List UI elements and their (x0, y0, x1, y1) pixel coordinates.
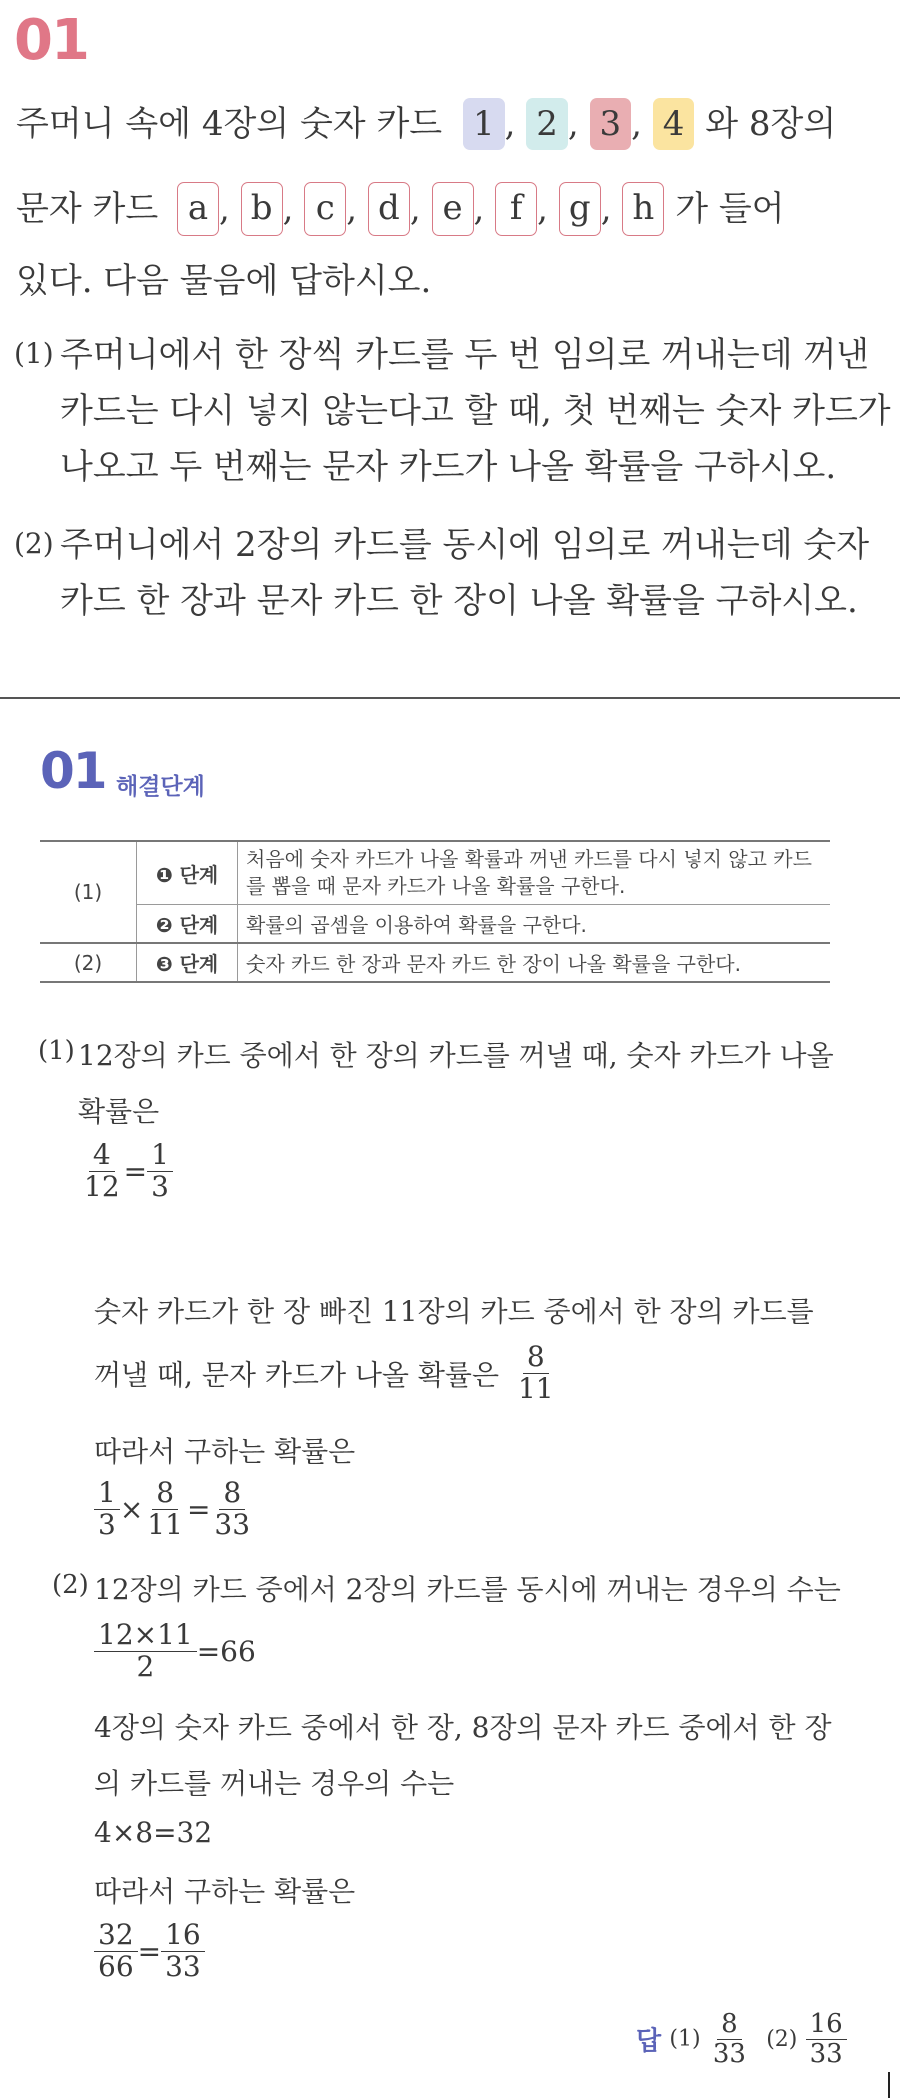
equals-sign: = (186, 1492, 211, 1526)
denominator: 3 (151, 1169, 169, 1203)
fraction-expr-4 (94, 1920, 205, 1983)
solution-2-line-1: 12장의 카드 중에서 2장의 카드를 동시에 꺼내는 경우의 수는 (94, 1573, 841, 1606)
fraction-expr-3 (94, 1620, 256, 1683)
letter-card-e: e (432, 182, 474, 236)
step-1-label: ❶ 단계 (137, 841, 238, 905)
denominator: 11 (517, 1371, 554, 1405)
numerator: 8 (523, 1342, 549, 1374)
denominator: 33 (214, 1507, 251, 1541)
page-edge-mark (888, 2072, 890, 2098)
steps-part-1: (1) (40, 841, 137, 943)
letter-card-f: f (495, 182, 537, 236)
solution-2-line-3: 의 카드를 꺼내는 경우의 수는 (94, 1767, 455, 1800)
equals-sign: = (123, 1154, 148, 1188)
denominator: 66 (98, 1949, 134, 1983)
step-3-text: 숫자 카드 한 장과 문자 카드 한 장이 나올 확률을 구한다. (238, 943, 831, 982)
question-2-label: (2) (14, 527, 54, 560)
problem-text: 와 8장의 (705, 104, 837, 144)
fraction-expr-1 (80, 1140, 173, 1203)
question-1-line-2: 카드는 다시 넣지 않는다고 할 때, 첫 번째는 숫자 카드가 (60, 391, 891, 431)
question-2-line-1: 주머니에서 2장의 카드를 동시에 임의로 꺼내는데 숫자 (60, 525, 870, 565)
numerator: 4 (89, 1140, 115, 1172)
numerator: 8 (219, 1478, 245, 1510)
problem-text: 가 들어 (675, 189, 785, 229)
solution-1-line-4 (94, 1342, 558, 1405)
solution-2-line-4: 4×8=32 (94, 1816, 213, 1849)
letter-card-b: b (241, 182, 283, 236)
answer-label: 답 (636, 2026, 662, 2057)
question-2-line-2: 카드 한 장과 문자 카드 한 장이 나올 확률을 구하시오. (60, 581, 858, 621)
numerator: 16 (161, 1920, 205, 1952)
denominator: 33 (809, 2038, 843, 2069)
step-2-label: ❷ 단계 (137, 905, 238, 944)
problem-line-1: 주머니 속에 4장의 숫자 카드 1 , 2 , 3 , 4 와 8장의 (16, 98, 836, 150)
solution-2-label: (2) (52, 1570, 89, 1600)
number-card-2: 2 (526, 98, 568, 150)
letter-card-c: c (304, 182, 346, 236)
denominator: 11 (147, 1507, 183, 1541)
solution-number: 01 (40, 742, 106, 800)
equals-sign: = (137, 1934, 162, 1968)
answer (636, 2010, 847, 2068)
fraction-expr-2 (94, 1478, 254, 1541)
denominator: 33 (712, 2038, 746, 2069)
problem-text: 문자 카드 (16, 189, 159, 229)
denominator: 12 (84, 1169, 120, 1203)
steps-table (40, 840, 830, 983)
numerator: 8 (717, 2010, 742, 2040)
question-1-line-1: 주머니에서 한 장씩 카드를 두 번 임의로 꺼내는데 꺼낸 (60, 335, 870, 375)
letter-card-a: a (177, 182, 219, 236)
solution-heading: 해결단계 (116, 774, 205, 800)
step-1-text: 처음에 숫자 카드가 나올 확률과 꺼낸 카드를 다시 넣지 않고 카드를 뽑을 때 문자 카드가 나올 확률을 구한다. (238, 841, 831, 905)
numerator: 16 (806, 2010, 847, 2040)
denominator: 2 (136, 1649, 155, 1683)
letter-card-d: d (368, 182, 410, 236)
numerator: 12×11 (94, 1620, 197, 1652)
problem-text: 주머니 속에 4장의 숫자 카드 (16, 104, 443, 144)
answer-part-1: (1) (669, 2026, 701, 2052)
solution-1-line-3: 숫자 카드가 한 장 빠진 11장의 카드 중에서 한 장의 카드를 (94, 1295, 814, 1328)
problem-line-3: 있다. 다음 물음에 답하시오. (16, 261, 432, 301)
problem-line-2: 문자 카드 a , b , c , d , e , f , g , h 가 들어 (16, 182, 785, 236)
step-3-label: ❸ 단계 (137, 943, 238, 982)
denominator: 3 (98, 1507, 116, 1541)
solution-2-line-2: 4장의 숫자 카드 중에서 한 장, 8장의 문자 카드 중에서 한 장 (94, 1711, 832, 1744)
numerator: 1 (147, 1140, 173, 1172)
section-divider (0, 697, 900, 699)
number-card-1: 1 (463, 98, 505, 150)
answer-part-2: (2) (766, 2026, 798, 2052)
number-card-4: 4 (653, 98, 695, 150)
solution-1-label: (1) (38, 1036, 75, 1066)
solution-text: 꺼낼 때, 문자 카드가 나올 확률은 (94, 1358, 500, 1392)
question-1-label: (1) (14, 337, 54, 370)
solution-1-line-5: 따라서 구하는 확률은 (94, 1435, 356, 1468)
result: =66 (196, 1634, 256, 1668)
solution-2-line-5: 따라서 구하는 확률은 (94, 1875, 356, 1908)
number-card-3: 3 (590, 98, 632, 150)
steps-part-2: (2) (40, 943, 137, 982)
numerator: 1 (94, 1478, 120, 1510)
numerator: 32 (94, 1920, 138, 1952)
problem-number: 01 (14, 8, 88, 73)
question-1-line-3: 나오고 두 번째는 문자 카드가 나올 확률을 구하시오. (60, 447, 837, 487)
numerator: 8 (152, 1478, 178, 1510)
letter-card-g: g (559, 182, 601, 236)
step-2-text: 확률의 곱셈을 이용하여 확률을 구한다. (238, 905, 831, 944)
times-sign: × (119, 1492, 144, 1526)
solution-1-line-1: 12장의 카드 중에서 한 장의 카드를 꺼낼 때, 숫자 카드가 나올 (78, 1039, 834, 1072)
denominator: 33 (165, 1949, 201, 1983)
solution-1-line-2: 확률은 (78, 1095, 160, 1128)
letter-card-h: h (622, 182, 664, 236)
